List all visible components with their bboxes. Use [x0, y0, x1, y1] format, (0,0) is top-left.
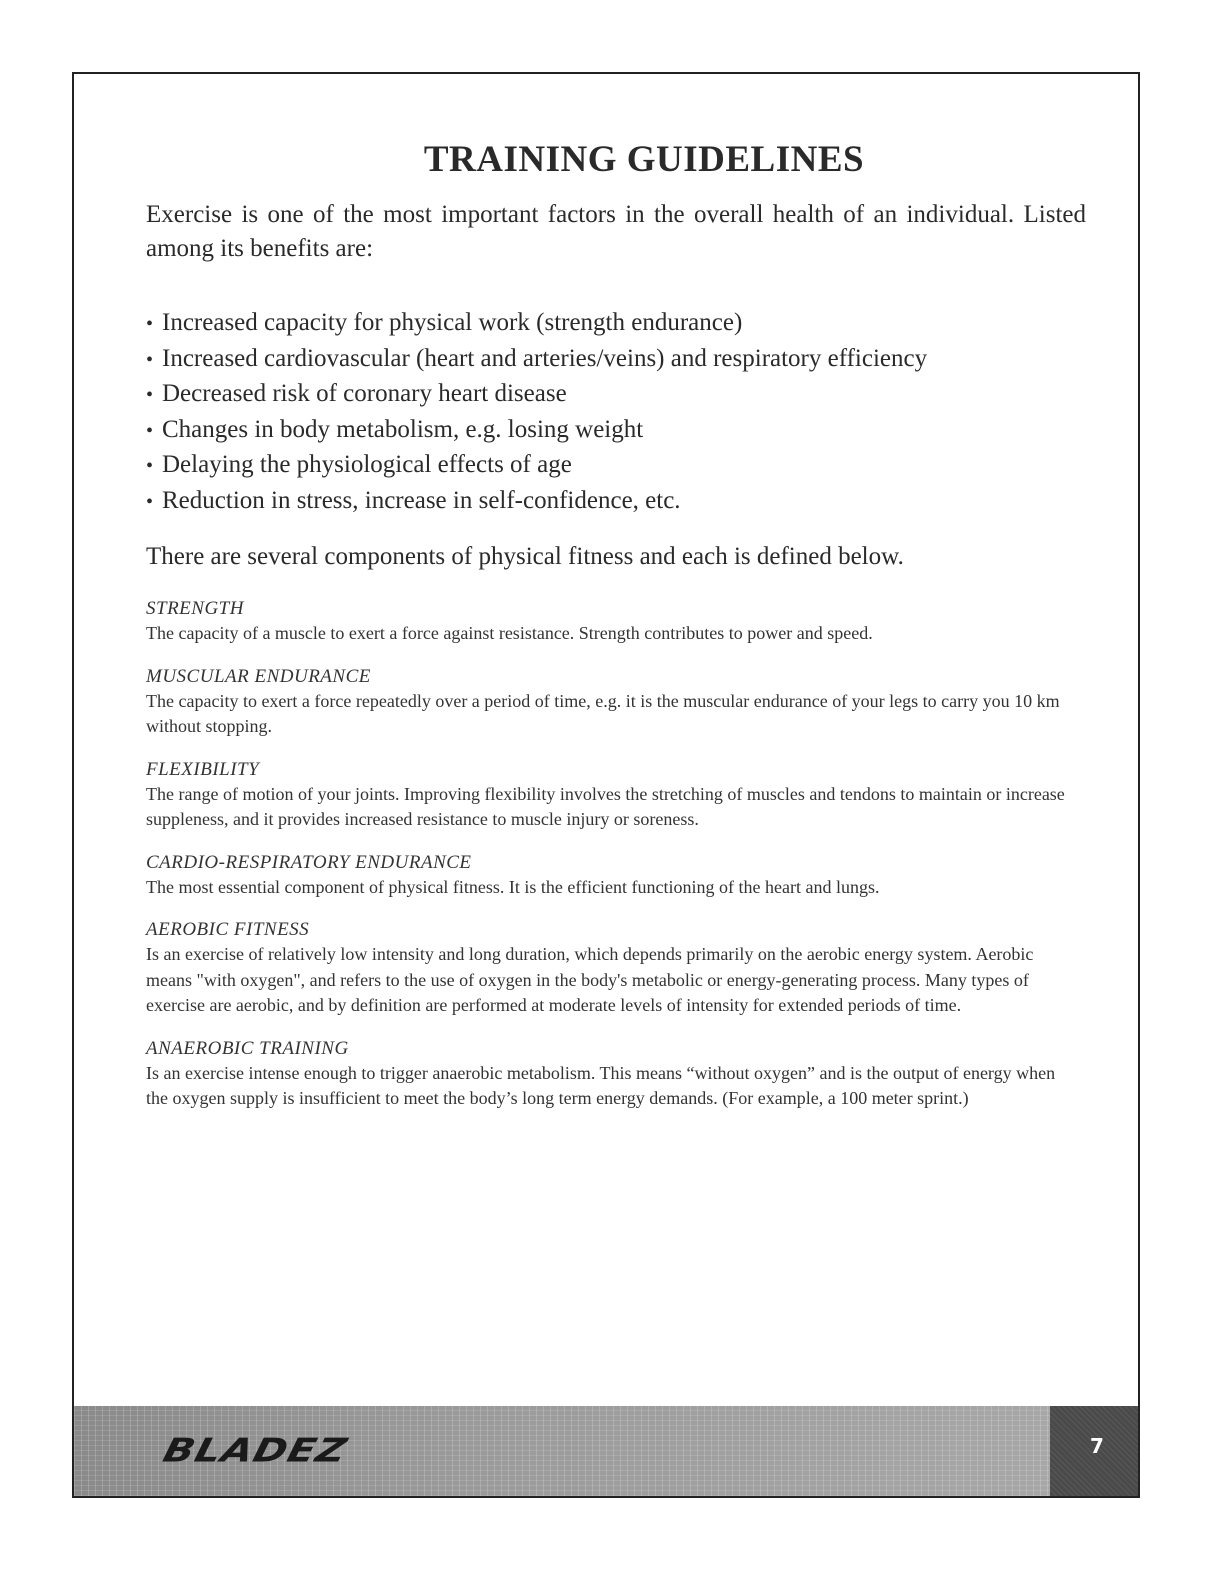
page-title: TRAINING GUIDELINES — [423, 139, 865, 180]
definition-flexibility — [146, 758, 1076, 833]
intro-paragraph: Exercise is one of the most important factors in the overall health of an individual. Listed among its benefits are: — [146, 201, 1086, 262]
list-item: • Reduction in stress, increase in self-confidence, etc. — [146, 484, 927, 520]
definition-muscular-endurance — [146, 665, 1076, 740]
components-intro: There are several components of physical fitness and each is defined below. — [146, 543, 904, 570]
list-item: • Increased cardiovascular (heart and arteries/veins) and respiratory efficiency — [146, 342, 927, 378]
definition-strength — [146, 597, 1076, 647]
definition-term: STRENGTH — [146, 598, 244, 619]
definition-aerobic-fitness — [146, 918, 1076, 1019]
brand-logo: BLADEZ — [159, 1432, 352, 1470]
definitions-section — [146, 597, 1076, 1130]
definition-term: FLEXIBILITY — [146, 758, 260, 780]
definition-text: The range of motion of your joints. Improving flexibility involves the stretching of muscles and tendons to maintain or increase suppleness, and it provides increased resistance to muscle injury or soreness. — [146, 783, 1065, 829]
definition-anaerobic-training — [146, 1037, 1076, 1112]
benefits-list — [146, 306, 927, 519]
definition-text: Is an exercise intense enough to trigger anaerobic metabolism. This means “without oxygen” and is the output of energy when the oxygen supply is insufficient to meet the body’s long term energy demands. (For example, a 100 meter sprint.) — [146, 1062, 1056, 1108]
definition-text: The capacity of a muscle to exert a force against resistance. Strength contributes to power and speed. — [146, 623, 873, 643]
page-number: 7 — [1090, 1434, 1104, 1458]
list-item: • Increased capacity for physical work (strength endurance) — [146, 306, 927, 342]
definition-term: ANAEROBIC TRAINING — [146, 1037, 349, 1059]
definition-term: CARDIO-RESPIRATORY ENDURANCE — [146, 851, 472, 873]
definition-cardio-respiratory-endurance — [146, 851, 1076, 901]
page-frame — [72, 72, 1140, 1498]
list-item: • Delaying the physiological effects of age — [146, 448, 927, 484]
definition-text: Is an exercise of relatively low intensity and long duration, which depends primarily on the aerobic energy system. Aerobic means "with oxygen", and refers to the use of oxygen in the body's metabolic or energy-generating process. Many types of exercise are aerobic, and by definition are performed at moderate levels of intensity for extended periods of time. — [146, 944, 1034, 1015]
definition-term: MUSCULAR ENDURANCE — [146, 665, 371, 687]
definition-text: The capacity to exert a force repeatedly over a period of time, e.g. it is the muscular endurance of your legs to carry you 10 km without stopping. — [146, 690, 1060, 736]
definition-term: AEROBIC FITNESS — [146, 919, 310, 940]
definition-text: The most essential component of physical fitness. It is the efficient functioning of the heart and lungs. — [146, 876, 880, 897]
list-item: • Changes in body metabolism, e.g. losing weight — [146, 413, 927, 449]
page-number-box — [1050, 1406, 1138, 1496]
list-item: • Decreased risk of coronary heart disease — [146, 377, 927, 413]
footer-bar — [74, 1406, 1052, 1496]
